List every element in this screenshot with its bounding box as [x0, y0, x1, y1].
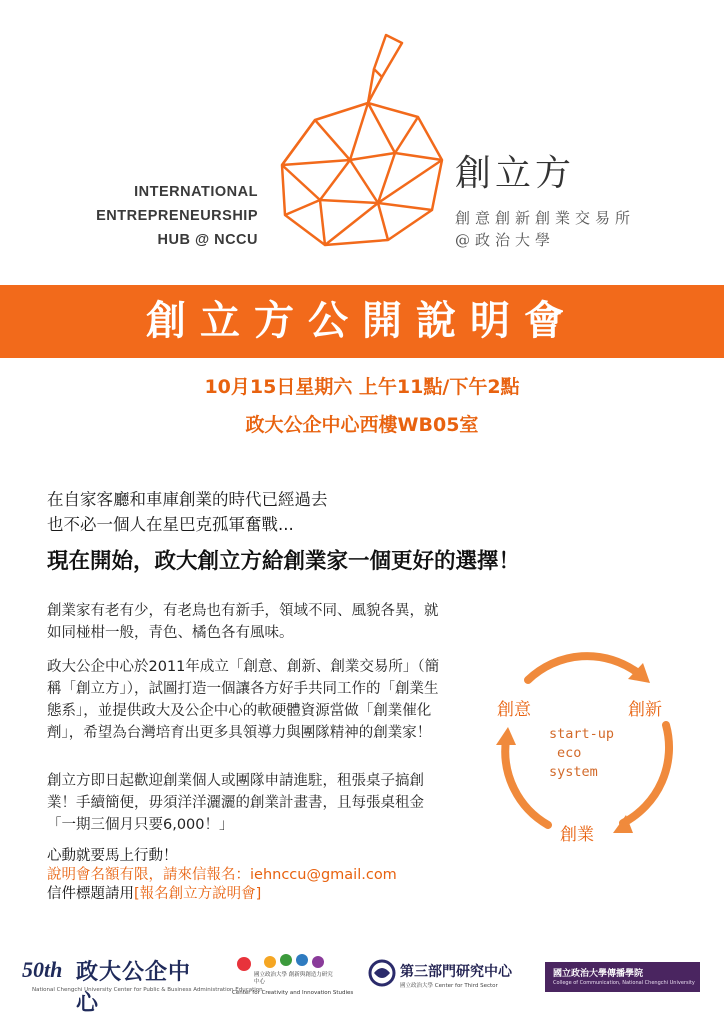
hub-line-3: HUB @ NCCU	[157, 232, 258, 248]
footer-logo-communication	[545, 962, 700, 992]
event-datetime: 10月15日星期六 上午11點/下午2點	[204, 376, 520, 398]
logo-third-sector-subtitle: 國立政治大學 Center for Third Sector	[400, 983, 498, 989]
cycle-label-creativity: 創意	[497, 700, 531, 720]
footer-logo-third-sector	[368, 955, 518, 1000]
cta-email-subject: [報名創立方說明會]	[134, 886, 262, 902]
cycle-label-entrepreneurship: 創業	[560, 825, 594, 845]
logo-third-sector-title: 第三部門研究中心	[400, 964, 512, 980]
cycle-center-line-3: system	[549, 764, 598, 780]
brand-subtitle-1: 創意創新創業交易所	[455, 209, 636, 227]
brand-subtitle-2: @政治大學	[455, 231, 556, 249]
footer-logo-cpbae	[22, 955, 263, 1016]
cycle-arc-left	[505, 740, 548, 825]
logo-cpbae-subtitle: National Chengchi University Center for Public & Business Administration Education	[32, 987, 263, 993]
paragraph-1: 創業家有老有少，有老鳥也有新手，領域不同、風貌各異，就如同椪柑一般，青色、橘色各有風味。	[47, 603, 439, 641]
logo-communication-subtitle: College of Communication, National Chengchi University	[553, 980, 695, 986]
paragraph-3: 創立方即日起歡迎創業個人或團隊申請進駐，租張桌子搞創業！手續簡便，毋須洋洋灑灑的創業計畫書，且每張桌租金「一期三個月只要6,000！」	[47, 773, 424, 833]
cta-line-2: 說明會名額有限，請來信報名：iehnccu@gmail.com	[47, 867, 397, 883]
ccis-circles-icon	[232, 952, 342, 972]
third-sector-swirl-icon	[368, 959, 396, 987]
cycle-center-text	[549, 725, 614, 782]
cycle-center-line-2: eco	[557, 745, 582, 761]
cycle-arc-top	[528, 656, 638, 680]
cta-line-3-prefix: 信件標題請用	[47, 886, 134, 902]
logo-cpbae-title: 政大公企中心	[76, 959, 192, 1016]
headline: 現在開始，政大創立方給創業家一個更好的選擇！	[47, 549, 521, 574]
cycle-arc-right	[623, 725, 669, 823]
logo-50th-badge: 50th	[22, 957, 63, 982]
hub-english-title	[96, 180, 258, 252]
cta-line-1: 心動就要馬上行動！	[47, 848, 178, 864]
intro-line-1: 在自家客廳和車庫創業的時代已經過去	[47, 490, 328, 509]
footer-logo-ccis	[232, 952, 354, 1004]
hub-logo-graphic	[270, 25, 450, 255]
logo-ccis-title: 國立政治大學 創新與創造力研究中心	[254, 972, 333, 985]
logo-communication-title: 國立政治大學傳播學院	[553, 969, 644, 979]
logo-ccis-subtitle: Center for Creativity and Innovation Studies	[232, 990, 354, 996]
cycle-label-innovation: 創新	[628, 700, 662, 720]
intro-line-2: 也不必一個人在星巴克孤軍奮戰...	[47, 515, 294, 534]
cta-line-3	[47, 885, 261, 904]
cycle-center-line-1: start-up	[549, 726, 615, 742]
brand-chinese-title: 創立方	[455, 153, 576, 194]
paragraph-2: 政大公企中心於2011年成立「創意、創新、創業交易所」（簡稱「創立方」），試圖打造一個讓各方好手共同工作的「創業生態系」，並提供政大及公企中心的軟硬體資源當做「創業催化劑」，希望為台灣培育出更多具領導力與團隊精神的創業家！	[47, 659, 440, 741]
hub-line-2: ENTREPRENEURSHIP	[96, 208, 258, 224]
event-venue: 政大公企中心西樓WB05室	[245, 414, 479, 436]
cycle-arrow-left	[496, 727, 516, 745]
hub-line-1: INTERNATIONAL	[134, 184, 258, 200]
banner-title: 創立方公開說明會	[146, 298, 578, 344]
